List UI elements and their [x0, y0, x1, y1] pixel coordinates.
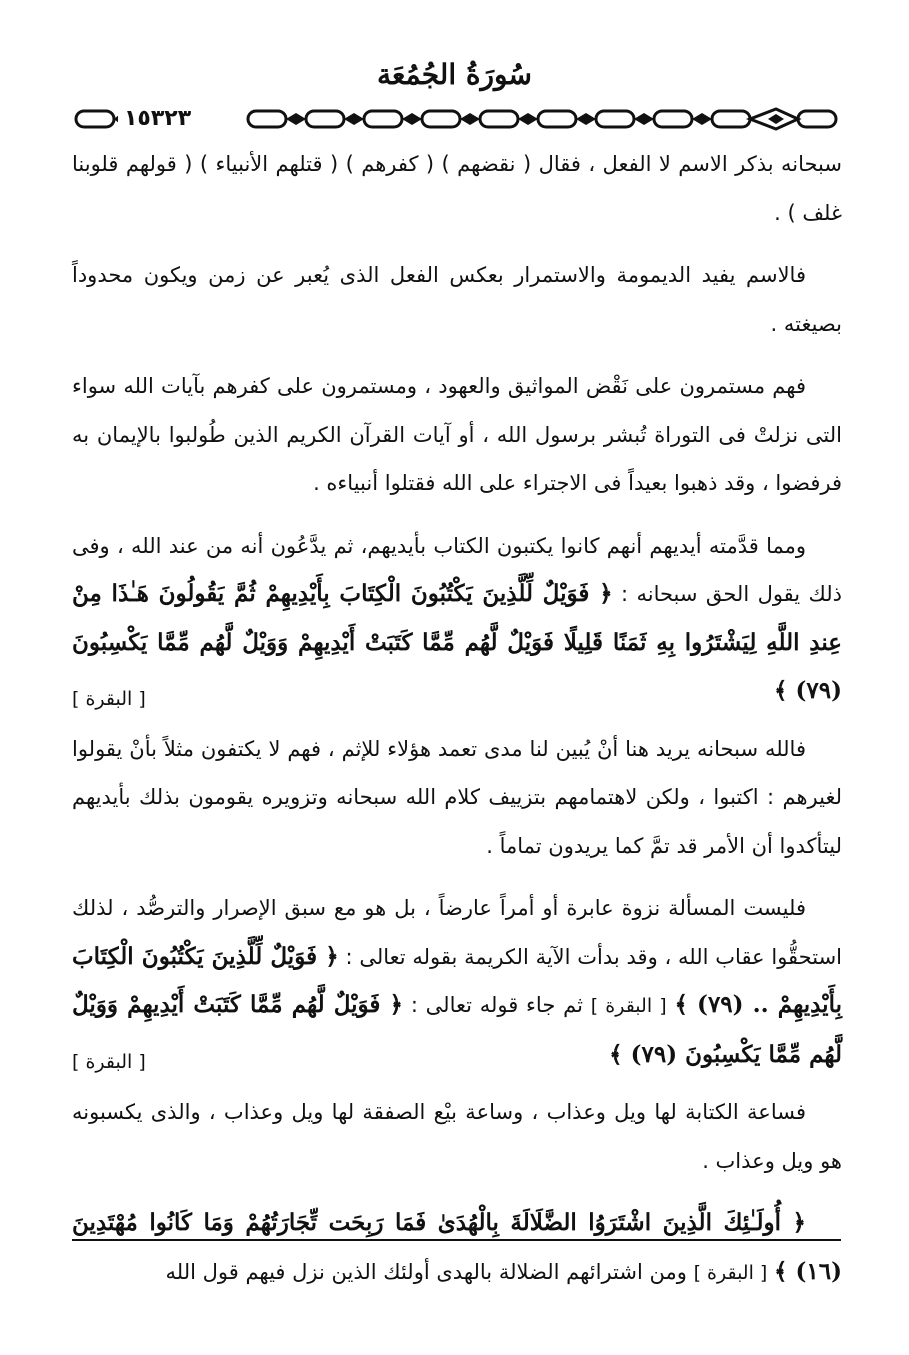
- surah-title: سُورَةُ الجُمُعَة: [377, 58, 532, 91]
- paragraph-5-text: فالله سبحانه يريد هنا أنْ يُبين لنا مدى تعمد هؤلاء للإثم ، فهم لا يكتفون مثلاً بأنْ يقولوا لغيرهم : اكتبوا ، ولكن لاهتمامهم بتزييف كلام الله سبحانه وتزويره يقومون بذلك بأيديهم ليتأكدوا أن الأمر قد تمَّ كما يريدون تماماً .: [72, 736, 842, 858]
- quran-verse-baqarah-79-part-2: ﴿ فَوَيْلٌ لَّهُم مِّمَّا كَتَبَتْ أَيْدِيهِمْ وَوَيْلٌ لَّهُم مِّمَّا يَكْسِبُونَ (٧٩) ﴾: [72, 991, 842, 1068]
- paragraph-6: [72, 884, 842, 1079]
- paragraph-6-text: فليست المسألة نزوة عابرة أو أمراً عارضاً ، بل هو مع سبق الإصرار والترصُّد ، لذلك استحقُّوا عقاب الله ، وقد بدأت الآية الكريمة بقوله تعالى :: [72, 896, 842, 969]
- paragraph-7: [72, 1088, 842, 1185]
- verse-reference: [ البقرة ]: [693, 1261, 768, 1284]
- paragraph-3-text: فهم مستمرون على نَقْض المواثيق والعهود ، ومستمرون على كفرهم بآيات الله سواء التى نزلتْ فى التوراة تُبشر برسول الله ، أو آيات القرآن الكريم الذين طُولبوا بالإيمان به فرفضوا ، وقد ذهبوا بعيداً فى الاجتراء على الله فقتلوا أنبياءه .: [72, 374, 842, 495]
- verse-reference: [ البقرة ]: [72, 687, 146, 710]
- paragraph-1-text: سبحانه بذكر الاسم لا الفعل ، فقال ( نقضهم ) ( كفرهم ) ( قتلهم الأنبياء ) ( قولهم قلوبنا غلف ) .: [72, 152, 842, 225]
- paragraph-8-text: ومن اشترائهم الضلالة بالهدى أولئك الذين نزل فيهم قول الله: [165, 1259, 687, 1284]
- paragraph-3: [72, 362, 842, 508]
- verse-reference: [ البقرة ]: [590, 995, 667, 1017]
- paragraph-7-text: فساعة الكتابة لها ويل وعذاب ، وساعة بيْع الصفقة لها ويل وعذاب ، والذى يكسبونه هو ويل وعذاب .: [72, 1100, 842, 1173]
- paragraph-1: [72, 140, 842, 237]
- paragraph-4-text: ومما قدَّمته أيديهم أنهم كانوا يكتبون الكتاب بأيديهم، ثم يدَّعُون أنه من عند الله ، وفى ذلك يقول الحق سبحانه :: [72, 533, 842, 606]
- paragraph-2: [72, 251, 842, 348]
- paragraph-2-text: فالاسم يفيد الديمومة والاستمرار بعكس الفعل الذى يُعبر عن زمن ويكون محدوداً بصيغته .: [72, 263, 842, 336]
- quran-verse-baqarah-79-part-1: ﴿ فَوَيْلٌ لِّلَّذِينَ يَكْتُبُونَ الْكِتَابَ بِأَيْدِيهِمْ .. (٧٩) ﴾: [72, 942, 842, 1018]
- paragraph-4: [72, 522, 842, 716]
- quran-verse-baqarah-79: ﴿ فَوَيْلٌ لِّلَّذِينَ يَكْتُبُونَ الْكِتَابَ بِأَيْدِيهِمْ ثُمَّ يَقُولُونَ هَـٰذَا مِنْ عِندِ اللَّهِ لِيَشْتَرُوا بِهِ ثَمَنًا قَلِيلًا فَوَيْلٌ لَّهُم مِّمَّا كَتَبَتْ أَيْدِيهِمْ وَوَيْلٌ لَّهُم مِّمَّا يَكْسِبُونَ (٧٩) ﴾: [72, 580, 842, 704]
- verse-reference: [ البقرة ]: [72, 1051, 146, 1073]
- bottom-rule: [72, 1239, 841, 1241]
- quran-verse-baqarah-16: ﴿ أُولَـٰئِكَ الَّذِينَ اشْتَرَوُا الضَّلَالَةَ بِالْهُدَىٰ فَمَا رَبِحَت تِّجَارَتُهُمْ وَمَا كَانُوا مُهْتَدِينَ (١٦) ﴾: [72, 1209, 842, 1285]
- paragraph-5: [72, 725, 842, 871]
- paragraph-6-mid-text: ثم جاء قوله تعالى :: [410, 993, 583, 1017]
- body-text: [72, 140, 842, 1311]
- paragraph-8: [72, 1199, 842, 1297]
- page-number: ١٥٣٢٣: [118, 104, 197, 134]
